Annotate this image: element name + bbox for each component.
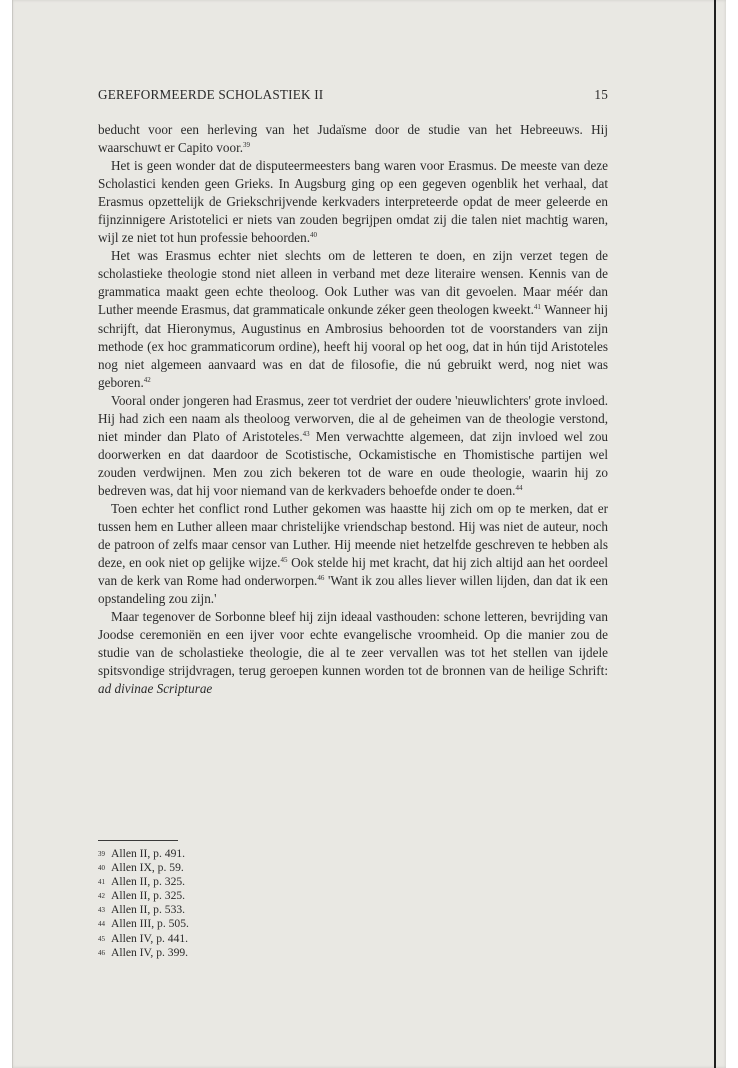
page-edge-left <box>12 0 13 1068</box>
text-run: Men verwachtte algemeen, dat zijn invloed wel zou doorwerken en dat daardoor de Scotistische, Ockamistische en Thomistische partijen wel zouden verdwijnen. Men zou zich bekeren tot de ware en oude theologie, waarin hij zo bedreven was, dat hij voor niemand van de kerkvaders behoefde onder te doen. <box>98 428 609 498</box>
body-text <box>98 121 608 699</box>
footnote-number: 45 <box>98 934 105 943</box>
paragraph <box>98 392 608 500</box>
text-run: Wanneer hij schrijft, dat Hieronymus, Augustinus en Ambrosius behoorden tot de voorstanders van zijn methode (ex hoc grammaticorum ordine), heeft hij vooral op het oog, dat in hún tijd Aristoteles nog niet algemeen aanvaard was en dat de filosofie, die nú gebruikt werd, nog niet was geboren. <box>98 302 608 390</box>
footnote-text: Allen IV, p. 399. <box>111 945 189 959</box>
footnote <box>98 917 398 931</box>
book-page <box>12 0 726 1068</box>
footnote-ref: 40 <box>310 231 318 240</box>
footnote-number: 46 <box>98 948 105 957</box>
footnote-ref: 42 <box>143 375 151 384</box>
footnote-text: Allen II, p. 533. <box>111 903 186 917</box>
footnote-ref: 39 <box>243 141 251 150</box>
footnote <box>98 861 398 875</box>
footnote-ref: 45 <box>280 556 288 565</box>
footnote-ref: 41 <box>533 303 541 312</box>
footnote-text: Allen IV, p. 441. <box>111 931 189 945</box>
footnote-text: Allen III, p. 505. <box>111 917 189 931</box>
footnote <box>98 903 398 917</box>
footnote-number: 44 <box>98 920 105 929</box>
footnote-text: Allen IX, p. 59. <box>111 861 184 875</box>
page-edge-right <box>714 0 716 1068</box>
text-run: Maar tegenover de Sorbonne bleef hij zijn ideaal vasthouden: schone letteren, bevrijding van Joodse ceremoniën en een ijver voor echte evangelische vroomheid. Op die manier zou de studie van de scholastieke theologie, die al te zeer vervallen was tot het stellen van ijdele spitsvondige strijdvragen, terug geroepen kunnen worden tot de bronnen van de heilige Schrift: <box>98 609 608 679</box>
text-run: Het was Erasmus echter niet slechts om de letteren te doen, en zijn verzet tegen de scholastieke theologie stond niet alleen in verband met deze literaire wensen. Kennis van de grammatica maakt geen echte theoloog. Ook Luther was van dit gevoelen. Maar méér dan Luther meende Erasmus, dat grammaticale onkunde zéker geen theologen kweekt. <box>98 248 608 318</box>
footnote-number: 39 <box>98 850 105 858</box>
paragraph <box>98 608 608 698</box>
footnote <box>98 875 398 889</box>
footnote-rule <box>98 840 178 841</box>
text-run: Ook stelde hij met kracht, dat hij zich altijd aan het oordeel van de kerk van Rome had onderworpen. <box>98 555 608 589</box>
text-run: Vooral onder jongeren had Erasmus, zeer tot verdriet der oudere 'nieuwlichters' grote invloed. Hij had zich een naam als theoloog verworven, die al de geheimen van de theologie verstond, niet minder dan Plato of Aristoteles. <box>98 392 608 444</box>
footnotes <box>98 847 398 960</box>
footnote-text: Allen II, p. 325. <box>111 889 186 903</box>
footnote-number: 40 <box>98 864 105 873</box>
footnote-number: 43 <box>98 906 105 915</box>
footnote-ref: 46 <box>317 574 325 583</box>
text-run: Toen echter het conflict rond Luther gekomen was haastte hij zich om op te merken, dat er tussen hem en Luther alleen maar christelijke vriendschap bestond. Hij was niet de auteur, noch de patroon of zelfs maar censor van Luther. Hij meende niet hetzelfde geschreven te hebben als deze, en ook niet op gelijke wijze. <box>98 500 608 571</box>
italic-text: ad divinae Scripturae <box>98 681 213 697</box>
footnote <box>98 847 398 861</box>
footnote <box>98 946 398 960</box>
paragraph <box>98 500 608 608</box>
footnote-text: Allen II, p. 491. <box>111 847 186 860</box>
footnote <box>98 932 398 946</box>
footnote-number: 41 <box>98 878 105 887</box>
footnote-number: 42 <box>98 892 105 901</box>
page-number: 15 <box>594 87 608 102</box>
footnote-text: Allen II, p. 325. <box>111 875 186 889</box>
paragraph <box>98 121 608 157</box>
footnote-ref: 43 <box>302 429 310 438</box>
text-run: Het is geen wonder dat de disputeermeesters bang waren voor Erasmus. De meeste van deze Scholastici kenden geen Grieks. In Augsburg ging op een gegeven ogenblik het verhaal, dat Erasmus opzettelijk de Griekschrijvende kerkvaders interpreteerde opdat de meer geleerde en fijnzinnigere Aristotelici er niets van zouden begrijpen omdat zij die talen niet machtig waren, wijl ze niet tot hun professie behoorden. <box>98 158 608 246</box>
footnote <box>98 889 398 903</box>
running-title: GEREFORMEERDE SCHOLASTIEK II <box>98 87 324 102</box>
footnote-ref: 44 <box>515 483 523 492</box>
running-head <box>98 87 608 103</box>
paragraph <box>98 247 608 391</box>
text-run: 'Want ik zou alles liever willen lijden, dan dat ik een opstandeling zou zijn.' <box>98 573 609 607</box>
text-run: beducht voor een herleving van het Judaïsme door de studie van het Hebreeuws. Hij waarschuwt er Capito voor. <box>98 122 608 156</box>
paragraph <box>98 157 608 247</box>
